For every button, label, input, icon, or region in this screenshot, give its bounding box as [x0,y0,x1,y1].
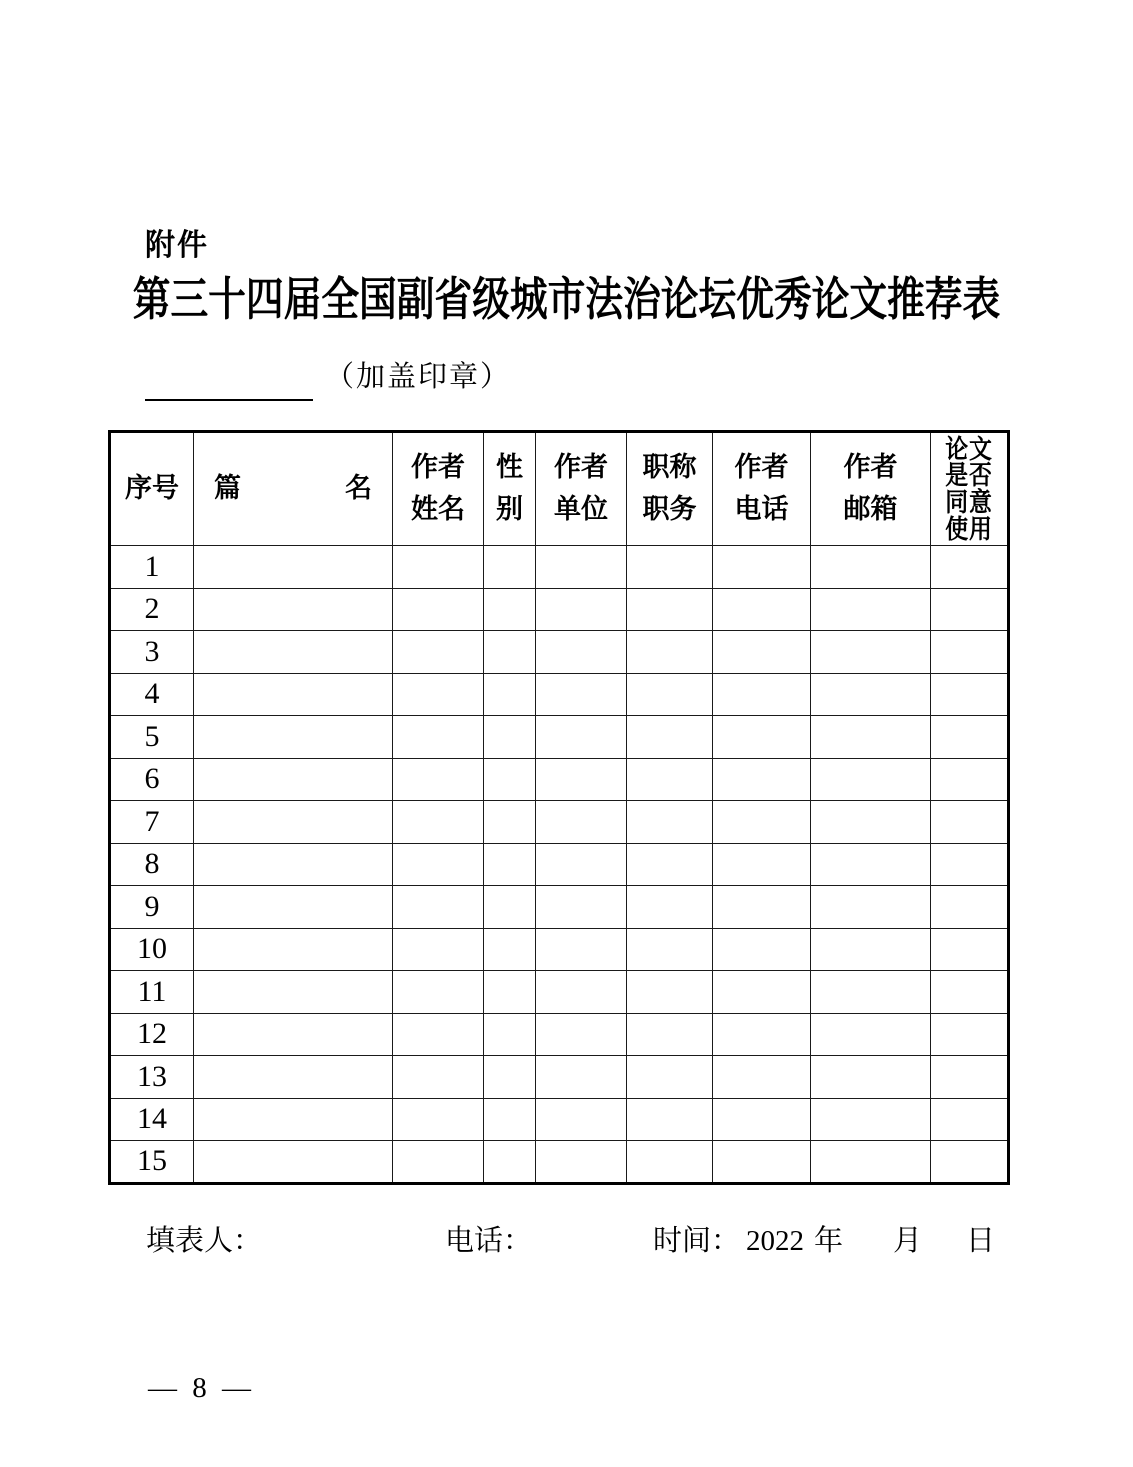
empty-cell-title-post [627,1098,713,1141]
empty-cell-title-post [627,1056,713,1099]
empty-cell-author-name [393,588,484,631]
empty-cell-paper-title [194,843,393,886]
empty-cell-title-post [627,928,713,971]
column-header-consent [931,432,1009,546]
empty-cell-title-post [627,801,713,844]
table-row [110,971,1009,1014]
empty-cell-author-phone [713,588,811,631]
empty-cell-author-name [393,673,484,716]
column-header-author-unit [536,432,627,546]
empty-cell-author-email [811,546,931,589]
column-header-author-email [811,432,931,546]
table-row [110,716,1009,759]
empty-cell-author-phone [713,673,811,716]
empty-cell-gender [484,1056,536,1099]
row-number: 13 [110,1056,194,1099]
table-header-row [110,432,1009,546]
empty-cell-author-phone [713,971,811,1014]
empty-cell-consent [931,673,1009,716]
column-header-label: 作者 [554,452,608,483]
table-row [110,673,1009,716]
phone-label: 电话： [445,1225,533,1257]
empty-cell-gender [484,673,536,716]
empty-cell-author-phone [713,843,811,886]
empty-cell-paper-title [194,546,393,589]
empty-cell-author-unit [536,1056,627,1099]
column-header-author-phone [713,432,811,546]
column-header-text [393,447,483,531]
empty-cell-author-email [811,843,931,886]
empty-cell-author-email [811,631,931,674]
page-number: — 8 — [148,1372,255,1404]
column-header-index [110,432,194,546]
empty-cell-consent [931,546,1009,589]
empty-cell-author-phone [713,1098,811,1141]
column-header-text [713,447,810,531]
column-header-paper-title [194,432,393,546]
empty-cell-author-name [393,1056,484,1099]
page-title: 第三十四届全国副省级城市法治论坛优秀论文推荐表 [132,273,1001,325]
empty-cell-author-unit [536,801,627,844]
empty-cell-paper-title [194,673,393,716]
form-footer [0,1218,1133,1262]
empty-cell-author-name [393,758,484,801]
empty-cell-author-email [811,1141,931,1184]
empty-cell-paper-title [194,928,393,971]
empty-cell-gender [484,928,536,971]
empty-cell-consent [931,886,1009,929]
column-header-label: 名 [345,473,372,504]
empty-cell-author-phone [713,1056,811,1099]
empty-cell-title-post [627,673,713,716]
table-row [110,1098,1009,1141]
empty-cell-author-email [811,1013,931,1056]
attachment-label: 附件 [145,229,209,262]
empty-cell-author-name [393,1141,484,1184]
empty-cell-paper-title [194,1056,393,1099]
row-number: 11 [110,971,194,1014]
column-header-author-name [393,432,484,546]
column-header-label: 作者 [843,452,898,483]
empty-cell-paper-title [194,631,393,674]
empty-cell-author-unit [536,886,627,929]
table-row [110,546,1009,589]
empty-cell-gender [484,1141,536,1184]
table-row [110,886,1009,929]
empty-cell-consent [931,843,1009,886]
column-header-label: 序号 [125,473,179,504]
row-number: 5 [110,716,194,759]
column-header-gender [484,432,536,546]
empty-cell-gender [484,631,536,674]
empty-cell-gender [484,758,536,801]
empty-cell-author-email [811,1098,931,1141]
empty-cell-author-unit [536,716,627,759]
empty-cell-author-email [811,588,931,631]
row-number: 8 [110,843,194,886]
empty-cell-paper-title [194,1013,393,1056]
empty-cell-author-name [393,843,484,886]
empty-cell-author-email [811,971,931,1014]
empty-cell-author-email [811,716,931,759]
column-header-label: 别 [496,494,523,524]
row-number: 10 [110,928,194,971]
column-header-text [936,433,1003,544]
empty-cell-author-name [393,1013,484,1056]
column-header-title-post [627,432,713,546]
column-header-label: 职称 [642,452,697,483]
column-header-label: 邮箱 [843,494,898,524]
empty-cell-author-name [393,716,484,759]
empty-cell-title-post [627,546,713,589]
empty-cell-author-phone [713,1013,811,1056]
empty-cell-consent [931,758,1009,801]
table-row [110,801,1009,844]
column-header-text [811,447,930,531]
column-header-text [111,468,193,510]
empty-cell-paper-title [194,886,393,929]
column-header-label: 姓名 [411,494,465,524]
column-header-label: 性 [496,452,523,483]
empty-cell-title-post [627,971,713,1014]
empty-cell-consent [931,1141,1009,1184]
table-row [110,1141,1009,1184]
empty-cell-author-unit [536,588,627,631]
row-number: 4 [110,673,194,716]
empty-cell-gender [484,588,536,631]
time-group [653,1218,995,1259]
empty-cell-author-unit [536,673,627,716]
empty-cell-author-unit [536,971,627,1014]
column-header-text [484,447,535,531]
year-value: 2022 [746,1225,805,1257]
empty-cell-consent [931,928,1009,971]
table-row [110,928,1009,971]
empty-cell-gender [484,546,536,589]
empty-cell-author-name [393,928,484,971]
empty-cell-author-phone [713,886,811,929]
empty-cell-gender [484,801,536,844]
empty-cell-author-email [811,1056,931,1099]
row-number: 12 [110,1013,194,1056]
empty-cell-consent [931,971,1009,1014]
column-header-text [627,447,712,531]
column-header-text [536,447,626,531]
empty-cell-author-email [811,928,931,971]
seal-note: （加盖印章） [325,361,512,393]
empty-cell-author-unit [536,928,627,971]
empty-cell-consent [931,801,1009,844]
table-row [110,843,1009,886]
column-header-label: 电话 [734,494,789,524]
empty-cell-author-unit [536,1013,627,1056]
empty-cell-paper-title [194,758,393,801]
empty-cell-consent [931,631,1009,674]
empty-cell-author-email [811,673,931,716]
empty-cell-author-name [393,801,484,844]
month-unit: 月 [893,1225,923,1257]
seal-line [145,354,511,401]
table-row [110,758,1009,801]
column-header-label: 使用 [945,513,993,544]
empty-cell-author-unit [536,758,627,801]
column-header-label: 职务 [642,494,697,524]
empty-cell-gender [484,971,536,1014]
empty-cell-title-post [627,843,713,886]
empty-cell-gender [484,886,536,929]
empty-cell-author-phone [713,631,811,674]
column-header-label: 作者 [411,452,465,483]
recommendation-table [108,430,1010,1185]
table-row [110,1056,1009,1099]
row-number: 14 [110,1098,194,1141]
empty-cell-author-name [393,886,484,929]
empty-cell-title-post [627,1013,713,1056]
empty-cell-author-phone [713,546,811,589]
row-number: 6 [110,758,194,801]
filler-label: 填表人： [146,1225,263,1257]
row-number: 3 [110,631,194,674]
empty-cell-author-unit [536,1098,627,1141]
column-header-label: 同意 [945,487,993,517]
empty-cell-title-post [627,1141,713,1184]
year-unit: 年 [814,1225,844,1257]
row-number: 7 [110,801,194,844]
empty-cell-author-unit [536,1141,627,1184]
row-number: 2 [110,588,194,631]
empty-cell-paper-title [194,716,393,759]
empty-cell-author-name [393,546,484,589]
row-number: 9 [110,886,194,929]
empty-cell-author-email [811,801,931,844]
empty-cell-author-unit [536,843,627,886]
table-row [110,1013,1009,1056]
empty-cell-consent [931,1056,1009,1099]
organization-name-blank [145,361,313,401]
row-number: 1 [110,546,194,589]
empty-cell-title-post [627,716,713,759]
column-header-label: 是否 [945,460,993,491]
empty-cell-title-post [627,631,713,674]
table-row [110,588,1009,631]
empty-cell-author-phone [713,801,811,844]
column-header-label: 单位 [554,494,608,524]
empty-cell-consent [931,1098,1009,1141]
table-row [110,631,1009,674]
empty-cell-author-phone [713,928,811,971]
empty-cell-author-phone [713,758,811,801]
empty-cell-title-post [627,588,713,631]
empty-cell-paper-title [194,801,393,844]
empty-cell-author-unit [536,631,627,674]
empty-cell-paper-title [194,971,393,1014]
empty-cell-consent [931,1013,1009,1056]
empty-cell-author-email [811,758,931,801]
empty-cell-consent [931,716,1009,759]
empty-cell-consent [931,588,1009,631]
empty-cell-author-unit [536,546,627,589]
column-header-label: 论文 [945,433,993,464]
row-number: 15 [110,1141,194,1184]
empty-cell-author-phone [713,716,811,759]
empty-cell-author-email [811,886,931,929]
empty-cell-author-name [393,631,484,674]
column-header-text [194,468,392,510]
empty-cell-gender [484,1013,536,1056]
time-label: 时间： [653,1225,741,1257]
day-unit: 日 [966,1225,996,1257]
empty-cell-author-name [393,1098,484,1141]
empty-cell-paper-title [194,588,393,631]
empty-cell-title-post [627,886,713,929]
empty-cell-gender [484,1098,536,1141]
column-header-label: 篇 [214,473,241,504]
empty-cell-gender [484,843,536,886]
empty-cell-paper-title [194,1098,393,1141]
empty-cell-paper-title [194,1141,393,1184]
empty-cell-title-post [627,758,713,801]
column-header-label: 作者 [734,452,789,483]
empty-cell-gender [484,716,536,759]
empty-cell-author-name [393,971,484,1014]
empty-cell-author-phone [713,1141,811,1184]
